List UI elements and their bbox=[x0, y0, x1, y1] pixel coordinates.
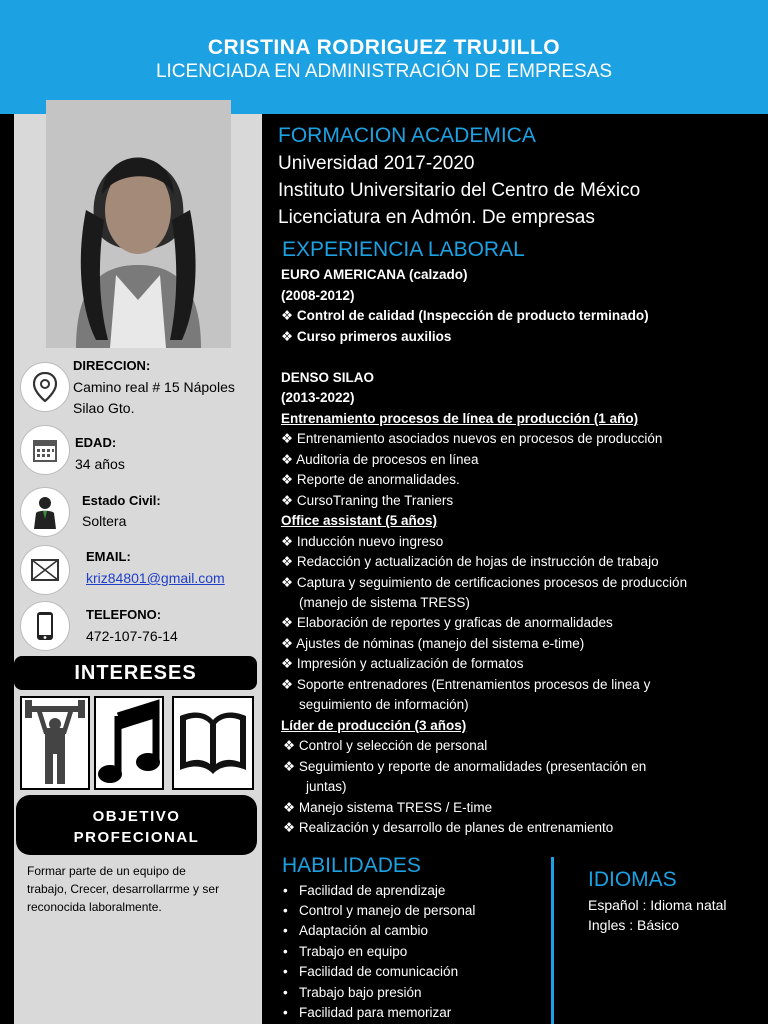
direccion-line1: Camino real # 15 Nápoles bbox=[73, 379, 235, 395]
email-link[interactable]: kriz84801@gmail.com bbox=[86, 570, 225, 586]
habilidad-item: • Adaptación al cambio bbox=[283, 923, 429, 938]
idioma-ingles: Ingles : Básico bbox=[588, 917, 680, 933]
role2-item: ❖ Ajustes de nóminas (manejo del sistema e-time) bbox=[281, 636, 585, 651]
open-book-icon bbox=[174, 698, 252, 788]
role3-item: ❖ Seguimiento y reporte de anormalidades (presentación en bbox=[283, 759, 647, 774]
header-banner bbox=[0, 0, 768, 114]
role3-item: ❖ Realización y desarrollo de planes de entrenamiento bbox=[283, 820, 614, 835]
interest-music bbox=[94, 696, 164, 790]
role2-item: ❖ Inducción nuevo ingreso bbox=[281, 534, 444, 549]
role3-item: ❖ Control y selección de personal bbox=[283, 738, 488, 753]
smartphone-icon bbox=[36, 611, 54, 641]
person-name: CRISTINA RODRIGUEZ TRUJILLO bbox=[207, 36, 561, 59]
role1-item: ❖ Entrenamiento asociados nuevos en procesos de producción bbox=[281, 431, 663, 446]
habilidad-item: • Trabajo bajo presión bbox=[283, 985, 422, 1000]
person-icon-circle bbox=[20, 487, 70, 537]
objetivo-text-line2: trabajo, Crecer, desarrollarrme y ser bbox=[27, 882, 220, 896]
role2-item: ❖ Soporte entrenadores (Entrenamientos procesos de linea y bbox=[281, 677, 651, 692]
telefono-label: TELEFONO: bbox=[86, 607, 162, 622]
formacion-line2: Instituto Universitario del Centro de México bbox=[278, 180, 641, 201]
formacion-line1: Universidad 2017-2020 bbox=[278, 153, 475, 174]
column-divider bbox=[551, 857, 554, 1024]
civil-value: Soltera bbox=[82, 513, 127, 529]
businessman-icon bbox=[32, 495, 58, 529]
role3-title: Líder de producción (3 años) bbox=[281, 718, 467, 733]
email-icon-circle bbox=[20, 545, 70, 595]
calendar-icon-circle bbox=[20, 425, 70, 475]
edad-value: 34 años bbox=[75, 456, 125, 472]
formacion-line3: Licenciatura en Admón. De empresas bbox=[278, 207, 595, 228]
job1-years: (2008-2012) bbox=[281, 288, 355, 303]
role2-item: ❖ Impresión y actualización de formatos bbox=[281, 656, 524, 671]
objetivo-text-line1: Formar parte de un equipo de bbox=[27, 864, 186, 878]
idiomas-title: IDIOMAS bbox=[588, 868, 677, 891]
role1-item: ❖ CursoTraning the Traniers bbox=[281, 493, 454, 508]
edad-label: EDAD: bbox=[75, 435, 117, 450]
objetivo-title-line1: OBJETIVO bbox=[92, 808, 181, 825]
person-title: LICENCIADA EN ADMINISTRACIÓN DE EMPRESAS bbox=[155, 61, 613, 82]
weightlifting-icon bbox=[22, 698, 88, 788]
role1-title: Entrenamiento procesos de línea de producción (1 año) bbox=[281, 411, 639, 426]
job1-company: EURO AMERICANA (calzado) bbox=[281, 267, 468, 282]
habilidad-item: • Trabajo en equipo bbox=[283, 944, 408, 959]
role2-item-cont: (manejo de sistema TRESS) bbox=[299, 595, 470, 610]
objetivo-text-line3: reconocida laboralmente. bbox=[27, 900, 162, 914]
profile-photo bbox=[46, 100, 231, 348]
job2-company: DENSO SILAO bbox=[281, 370, 375, 385]
role1-item: ❖ Reporte de anormalidades. bbox=[281, 472, 460, 487]
role2-item: ❖ Elaboración de reportes y graficas de anormalidades bbox=[281, 615, 613, 630]
objetivo-text bbox=[27, 862, 219, 916]
location-icon-circle bbox=[20, 362, 70, 412]
telefono-value: 472-107-76-14 bbox=[86, 628, 178, 644]
habilidad-item: • Facilidad para memorizar bbox=[283, 1005, 452, 1020]
formacion-title: FORMACION ACADEMICA bbox=[278, 124, 536, 147]
experiencia-title: EXPERIENCIA LABORAL bbox=[282, 238, 525, 261]
interest-reading bbox=[172, 696, 254, 790]
job1-item: ❖ Control de calidad (Inspección de producto terminado) bbox=[281, 308, 649, 323]
role2-item: ❖ Captura y seguimiento de certificaciones procesos de producción bbox=[281, 575, 688, 590]
role2-title: Office assistant (5 años) bbox=[281, 513, 438, 528]
objetivo-heading bbox=[16, 795, 257, 855]
role3-item: ❖ Manejo sistema TRESS / E-time bbox=[283, 800, 493, 815]
phone-icon-circle bbox=[20, 601, 70, 651]
objetivo-title-line2: PROFECIONAL bbox=[73, 829, 200, 846]
email-label: EMAIL: bbox=[86, 549, 131, 564]
interest-weightlifting bbox=[20, 696, 90, 790]
music-note-icon bbox=[96, 698, 162, 788]
role1-item: ❖ Auditoria de procesos en línea bbox=[281, 452, 479, 467]
location-pin-icon bbox=[33, 372, 57, 402]
idioma-espanol: Español : Idioma natal bbox=[588, 897, 727, 913]
habilidad-item: • Facilidad de comunicación bbox=[283, 964, 459, 979]
role3-item-cont: juntas) bbox=[306, 779, 347, 794]
calendar-icon bbox=[32, 437, 58, 463]
direccion-label: DIRECCION: bbox=[73, 358, 151, 373]
habilidad-item: • Facilidad de aprendizaje bbox=[283, 883, 446, 898]
civil-label: Estado Civil: bbox=[82, 493, 161, 508]
role2-item-cont: seguimiento de información) bbox=[299, 697, 469, 712]
job1-item: ❖ Curso primeros auxilios bbox=[281, 329, 452, 344]
job2-years: (2013-2022) bbox=[281, 390, 355, 405]
intereses-heading: INTERESES bbox=[14, 656, 257, 690]
envelope-icon bbox=[31, 559, 59, 581]
habilidades-title: HABILIDADES bbox=[282, 854, 421, 877]
direccion-line2: Silao Gto. bbox=[73, 400, 135, 416]
habilidad-item: • Control y manejo de personal bbox=[283, 903, 476, 918]
role2-item: ❖ Redacción y actualización de hojas de instrucción de trabajo bbox=[281, 554, 659, 569]
